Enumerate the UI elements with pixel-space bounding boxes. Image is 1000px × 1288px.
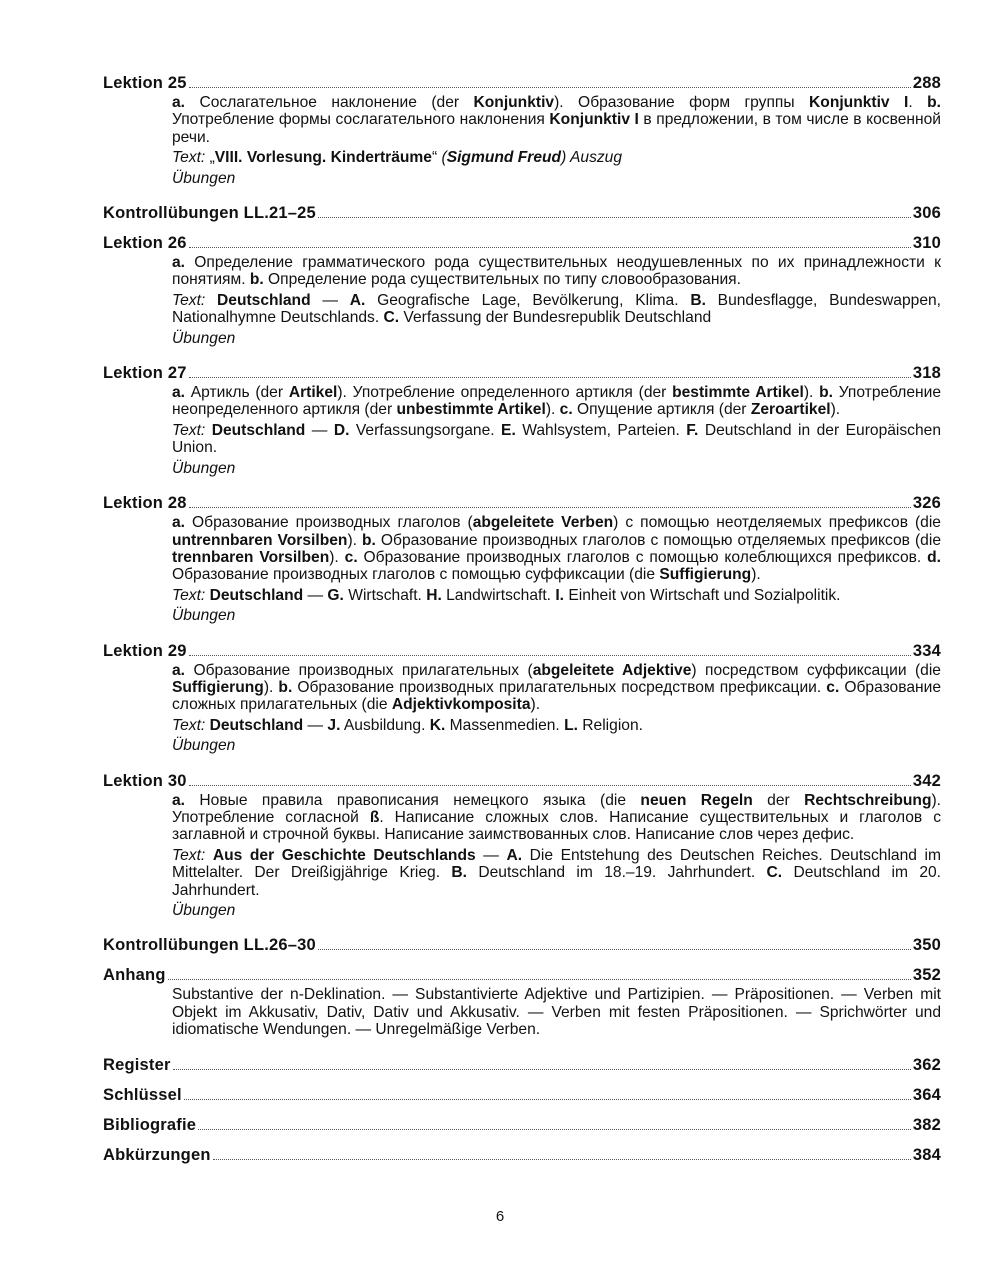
keyword: Konjunktiv I (809, 94, 909, 111)
keyword: Zeroartikel (750, 401, 831, 419)
keyword: Deutschland (209, 716, 304, 734)
dot-leader (189, 507, 911, 508)
keyword: abgeleitete Verben (472, 514, 614, 532)
entry-description (172, 254, 941, 347)
grammar-topics (172, 662, 941, 714)
keyword: B. (690, 291, 706, 309)
entry-title: Lektion 27 (103, 364, 187, 383)
entry-page-number: 288 (912, 74, 941, 92)
keyword: J. (327, 716, 341, 734)
keyword: Konjunktiv (473, 94, 555, 111)
grammar-topics (172, 514, 941, 584)
keyword: A. (506, 846, 523, 864)
toc-entry-lektion-30 (103, 770, 941, 920)
text-fragment: Употребление неопределенного артикля (der (172, 384, 941, 419)
toc-entry-heading[interactable] (103, 1144, 941, 1166)
keyword: D. (333, 421, 350, 439)
keyword: b. (927, 94, 942, 111)
keyword: I. (555, 586, 565, 604)
toc-entry-heading[interactable] (103, 1054, 941, 1076)
toc-entry-lektion-26 (103, 232, 941, 347)
text-label: Text: (172, 149, 206, 167)
reading-text (172, 717, 941, 734)
toc-entry-heading[interactable] (103, 202, 941, 224)
entry-title: Bibliografie (103, 1115, 197, 1134)
entry-page-number: 352 (912, 966, 941, 985)
dot-leader (189, 655, 911, 656)
entry-description (172, 986, 941, 1038)
italic-text: ) Auszug (561, 149, 623, 167)
exercises-label: Übungen (172, 459, 236, 477)
entry-title: Anhang (103, 966, 166, 985)
keyword: Suffigierung (172, 678, 264, 696)
text-fragment: ). (347, 531, 362, 549)
spacer (103, 477, 941, 492)
keyword: trennbaren Vorsilben (172, 548, 330, 566)
text-fragment: Deutschland im 20. Jahrhundert. (172, 864, 941, 899)
text-fragment: „ (205, 149, 215, 167)
entry-page-number: 342 (912, 771, 941, 790)
keyword: F. (686, 421, 699, 439)
keyword: b. (249, 271, 264, 289)
text-label: Text: (172, 421, 206, 439)
text-fragment: ). (751, 566, 761, 584)
entry-title: Lektion 26 (103, 234, 187, 253)
spacer (103, 1039, 941, 1054)
keyword: B. (451, 864, 468, 882)
keyword: a. (172, 384, 186, 402)
spacer (103, 1136, 941, 1144)
keyword: Konjunktiv I (549, 111, 639, 129)
toc-entry-schl-ssel (103, 1084, 941, 1106)
text-fragment: Geografische Lage, Bevölkerung, Klima. (365, 291, 691, 309)
text-fragment: ). (545, 401, 560, 419)
reading-text (172, 587, 941, 604)
text-fragment: ). Образование форм группы (554, 94, 810, 111)
dot-leader (173, 1069, 911, 1070)
text-fragment: Verfassungsorgane. (349, 421, 502, 439)
dot-leader (198, 1129, 911, 1130)
text-fragment (205, 292, 217, 309)
keyword: Deutschland (209, 586, 304, 604)
keyword: untrennbaren Vorsilben (172, 531, 348, 549)
toc-entry-heading[interactable] (103, 770, 941, 792)
text-fragment: Deutschland im 18.–19. Jahrhundert. (467, 864, 767, 882)
keyword: ß (369, 808, 380, 826)
entry-title: Lektion 25 (103, 74, 187, 92)
text-fragment (205, 847, 213, 864)
text-fragment: Die Entstehung des Deutschen Reiches. Deutschland im Mittelalter. Der Dreißigjährige Krieg. (172, 846, 941, 882)
keyword: unbestimmte Artikel (396, 401, 546, 419)
keyword: C. (766, 864, 783, 882)
spacer (103, 347, 941, 362)
dot-leader (318, 949, 911, 950)
entry-page-number: 318 (912, 364, 941, 383)
keyword: a. (172, 94, 186, 111)
keyword: b. (819, 384, 833, 402)
text-fragment: Einheit von Wirtschaft und Sozialpolitik. (564, 586, 841, 604)
keyword: c. (826, 678, 840, 696)
toc-entry-heading[interactable] (103, 362, 941, 384)
dot-leader (213, 1159, 911, 1160)
text-fragment: — (475, 846, 507, 864)
keyword: b. (278, 678, 293, 696)
keyword: G. (327, 586, 344, 604)
exercises-label: Übungen (172, 169, 236, 187)
keyword: L. (564, 716, 578, 734)
keyword: Adjektivkomposita (391, 696, 531, 714)
text-fragment: в предложении, в том числе в косвенной речи. (172, 111, 941, 146)
keyword: VIII. Vorlesung. Kinderträume (214, 149, 432, 167)
toc-entry-anhang (103, 964, 941, 1038)
text-fragment: . Написание сложных слов. Написание существительных и глаголов с заглавной и строчной буквы. Написание заимствованных слов. Написание слов через дефис. (172, 808, 941, 844)
text-fragment: Образование производных прилагательных посредством префиксации. (292, 678, 827, 696)
author-name: Sigmund Freud (446, 149, 562, 167)
text-fragment: Опущение артикля (der (572, 401, 751, 419)
text-fragment: Wirtschaft. (343, 586, 427, 604)
entry-description (172, 94, 941, 187)
text-fragment: Substantive der n-Deklination. — Substantivierte Adjektive und Partizipien. — Präpositionen. — Verben mit Objekt im Akkusativ, Dativ, Dativ und Akkusativ. — Verben mit festen Präpositionen. — Sprichwörter und idiomatische Wendungen. — Unregelmäßige Verben. (172, 986, 941, 1039)
text-label: Text: (172, 716, 206, 734)
text-fragment: Massenmedien. (445, 716, 565, 734)
toc-entry-heading[interactable] (103, 1084, 941, 1106)
keyword: Rechtschreibung (804, 791, 932, 809)
text-fragment: Определение рода существительных по типу словообразования. (263, 271, 741, 289)
grammar-topics (172, 384, 941, 419)
text-fragment: . (908, 94, 928, 111)
entry-page-number: 384 (912, 1145, 941, 1164)
text-fragment: — (303, 586, 328, 604)
text-label: Text: (172, 846, 206, 864)
dot-leader (168, 979, 911, 980)
spacer (103, 1076, 941, 1084)
toc-entry-kontroll-bungen-ll-26-30 (103, 934, 941, 956)
text-fragment: Ausbildung. (340, 716, 430, 734)
entry-page-number: 364 (912, 1085, 941, 1104)
entry-description (172, 662, 941, 755)
keyword: E. (501, 421, 516, 439)
spacer (103, 224, 941, 232)
keyword: a. (172, 254, 186, 272)
text-fragment: Новые правила правописания немецкого языка (die (185, 791, 641, 809)
text-fragment: Образование производных глаголов с помощью отделяемых префиксов (die (375, 531, 941, 549)
toc-entry-heading[interactable] (103, 964, 941, 986)
text-fragment: Образование производных прилагательных ( (185, 661, 533, 679)
entry-description (172, 792, 941, 920)
text-fragment: Образование сложных прилагательных (die (172, 678, 941, 714)
keyword: K. (429, 716, 446, 734)
dot-leader (189, 87, 911, 88)
keyword: d. (927, 548, 941, 566)
exercises-label: Übungen (172, 607, 236, 625)
text-fragment: ). (329, 548, 345, 566)
text-fragment: Образование производных глаголов ( (185, 514, 473, 532)
entry-page-number: 306 (912, 204, 941, 223)
text-fragment: Verfassung der Bundesrepublik Deutschland (399, 309, 712, 327)
text-fragment: Образование производных глаголов с помощью колеблющихся префиксов. (357, 548, 928, 566)
toc-entry-lektion-28 (103, 492, 941, 624)
text-fragment: ). (830, 401, 841, 419)
keyword: a. (172, 661, 186, 679)
keyword: Aus der Geschichte Deutschlands (212, 846, 476, 864)
page-number: 6 (495, 1208, 505, 1225)
exercises-label: Übungen (172, 902, 236, 919)
reading-text (172, 292, 941, 327)
spacer (103, 625, 941, 640)
entry-page-number: 350 (912, 936, 941, 955)
grammar-topics (172, 792, 941, 844)
text-fragment: “ (431, 149, 442, 167)
keyword: abgeleitete Adjektive (532, 661, 692, 679)
toc-entry-register (103, 1054, 941, 1076)
exercises-label: Übungen (172, 329, 236, 347)
keyword: a. (172, 514, 186, 532)
keyword: Artikel (288, 384, 338, 402)
text-fragment: Употребление формы сослагательного наклонения (172, 111, 550, 129)
entry-title: Abkürzungen (103, 1145, 211, 1164)
spacer (103, 1106, 941, 1114)
entry-title: Kontrollübungen LL.21–25 (103, 204, 316, 223)
toc-entry-kontroll-bungen-ll-21-25 (103, 202, 941, 224)
entry-title: Lektion 28 (103, 494, 187, 513)
text-fragment: Wahlsystem, Parteien. (515, 421, 687, 439)
entry-page-number: 334 (912, 641, 941, 660)
text-fragment: Артикль (der (185, 384, 289, 402)
keyword: Deutschland (217, 291, 311, 309)
exercises-label: Übungen (172, 737, 236, 755)
text-fragment: ). (803, 384, 820, 402)
text-fragment: Landwirtschaft. (441, 586, 556, 604)
keyword: b. (362, 531, 376, 549)
grammar-topics (172, 254, 941, 289)
dot-leader (189, 247, 911, 248)
keyword: c. (559, 401, 573, 419)
toc-entry-abk-rzungen (103, 1144, 941, 1166)
dot-leader (189, 785, 911, 786)
text-fragment: ). Употребление определенного артикля (der (337, 384, 673, 402)
keyword: Deutschland (211, 421, 306, 439)
keyword: Suffigierung (659, 566, 752, 584)
toc-entry-heading[interactable] (103, 934, 941, 956)
toc-entry-heading[interactable] (103, 640, 941, 662)
text-fragment: ) посредством суффиксации (die (691, 661, 941, 679)
keyword: A. (349, 291, 366, 309)
toc-entry-heading[interactable] (103, 232, 941, 254)
dot-leader (318, 217, 911, 218)
entry-title: Schlüssel (103, 1085, 182, 1104)
entry-page-number: 310 (912, 234, 941, 253)
table-of-contents (103, 72, 941, 1166)
spacer (103, 956, 941, 964)
text-fragment: — (310, 291, 350, 309)
entry-title: Register (103, 1055, 171, 1074)
keyword: c. (344, 548, 358, 566)
entry-description (172, 514, 941, 624)
toc-entry-heading[interactable] (103, 72, 941, 94)
entry-title: Kontrollübungen LL.26–30 (103, 936, 316, 955)
text-fragment: — (303, 716, 328, 734)
reading-text (172, 847, 941, 899)
spacer (103, 755, 941, 770)
keyword: H. (426, 586, 442, 604)
text-fragment: Определение грамматического рода существительных неодушевленных по их принадлежности к понятиям. (172, 254, 941, 289)
toc-entry-lektion-25 (103, 72, 941, 187)
keyword: bestimmte Artikel (672, 384, 804, 402)
spacer (103, 187, 941, 202)
keyword: C. (383, 309, 400, 327)
text-fragment: ). (530, 696, 541, 714)
text-fragment: ). Употребление согласной (172, 791, 942, 826)
text-fragment: Deutschland in der Europäischen Union. (172, 421, 941, 457)
toc-entry-heading[interactable] (103, 492, 941, 514)
toc-entry-bibliografie (103, 1114, 941, 1136)
italic-text: ( (441, 149, 447, 167)
text-fragment: Bundesflagge, Bundeswappen, Nationalhymne Deutschlands. (172, 291, 942, 327)
entry-page-number: 362 (912, 1055, 941, 1074)
text-fragment: ). (263, 678, 279, 696)
text-fragment: Образование производных глаголов с помощью суффиксации (die (172, 566, 660, 584)
reading-text (172, 422, 941, 457)
grammar-topics (172, 986, 941, 1038)
entry-title: Lektion 30 (103, 771, 187, 790)
dot-leader (189, 377, 911, 378)
grammar-topics (172, 94, 941, 146)
entry-description (172, 384, 941, 477)
entry-page-number: 382 (912, 1115, 941, 1134)
text-fragment: Religion. (577, 716, 643, 734)
text-label: Text: (172, 586, 206, 604)
text-fragment: der (752, 791, 805, 809)
spacer (103, 919, 941, 934)
text-fragment: — (305, 421, 334, 439)
text-fragment: Сослагательное наклонение (der (185, 94, 474, 111)
toc-entry-heading[interactable] (103, 1114, 941, 1136)
text-label: Text: (172, 291, 206, 309)
text-fragment: ) с помощью неотделяемых префиксов (die (613, 514, 941, 532)
keyword: a. (172, 791, 186, 809)
toc-entry-lektion-27 (103, 362, 941, 477)
entry-page-number: 326 (912, 494, 941, 513)
entry-title: Lektion 29 (103, 641, 187, 660)
reading-text (172, 149, 941, 166)
toc-entry-lektion-29 (103, 640, 941, 755)
dot-leader (184, 1099, 911, 1100)
keyword: neuen Regeln (640, 791, 753, 809)
